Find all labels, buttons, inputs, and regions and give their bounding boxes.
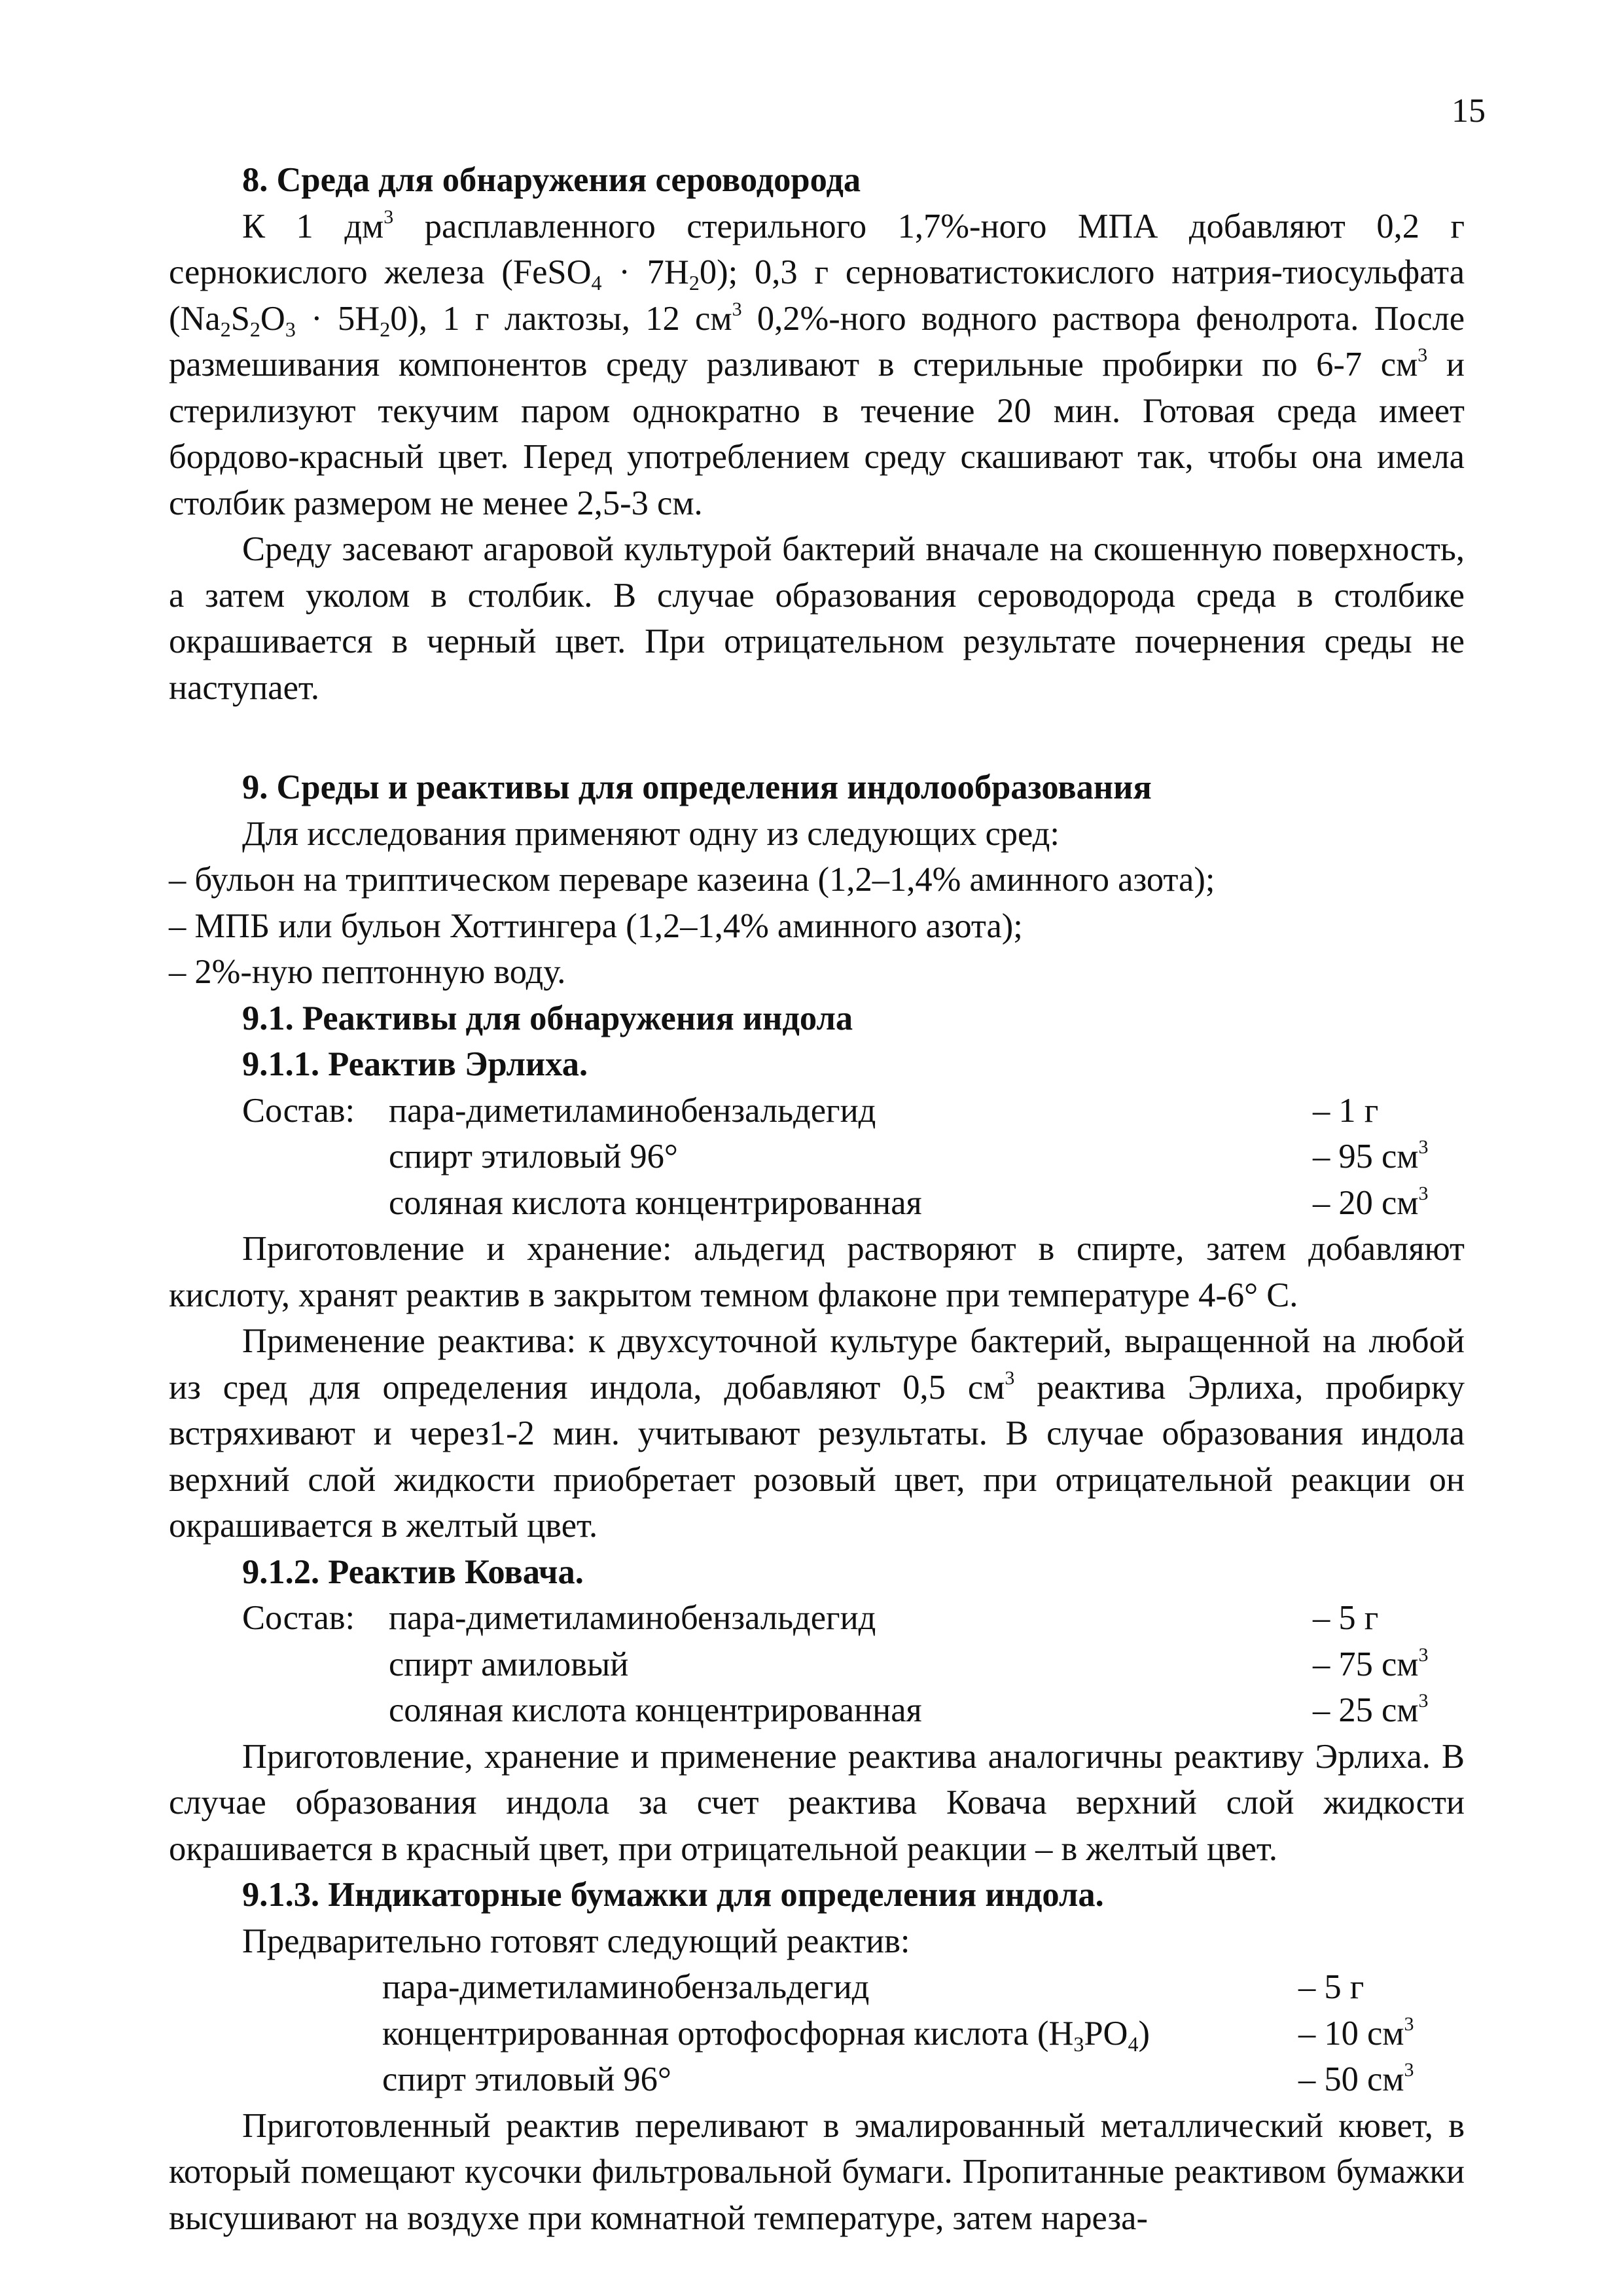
section-8-paragraph-2: Среду засевают агаровой культурой бактерий вначале на скошенную поверхность, а затем уколом в столбик. В случае образования сероводорода среда в столбике окрашивается в черный цвет. При отрицательном результате почернения среды не наступает. — [169, 530, 1465, 707]
ehrlich-row — [169, 1134, 1465, 1180]
ingredient-qty: – 50 $см^3$ — [1298, 2059, 1414, 2098]
ingredient-name: соляная кислота концентрированная — [389, 1691, 922, 1729]
composition-label: Состав: — [242, 1091, 355, 1130]
paper-reagent-row — [169, 2011, 1465, 2057]
ingredient-name: спирт этиловый 96° — [382, 2060, 671, 2098]
ehrlich-row — [169, 1088, 1465, 1134]
kovacs-row — [169, 1641, 1465, 1688]
ingredient-qty: – 5 г — [1313, 1599, 1379, 1637]
ingredient-qty: – 5 г — [1298, 1968, 1364, 2006]
section-9-1-heading: 9.1. Реактивы для обнаружения индола — [242, 999, 853, 1037]
ingredient-name: пара-диметиламинобензальдегид — [389, 1599, 876, 1637]
final-paragraph: Приготовленный реактив переливают в эмалированный металлический кювет, в который помещают кусочки фильтровальной бумаги. Пропитанные реактивом бумажки высушивают на воздухе при комнатной температуре, затем нареза- — [169, 2106, 1465, 2237]
list-item: – бульон на триптическом переваре казеина (1,2–1,4% аминного азота); — [169, 861, 1215, 899]
ingredient-name: соляная кислота концентрированная — [389, 1183, 922, 1222]
ingredient-qty: – 20 $см^3$ — [1313, 1182, 1429, 1222]
ingredient-qty: – 1 г — [1313, 1091, 1379, 1130]
list-item: – МПБ или бульон Хоттингера (1,2–1,4% аминного азота); — [169, 906, 1023, 945]
kovacs-row — [169, 1595, 1465, 1641]
list-item: – 2%-ную пептонную воду. — [169, 953, 566, 991]
ingredient-name: спирт этиловый 96° — [389, 1138, 678, 1175]
ingredient-name: пара-диметиламинобензальдегид — [389, 1091, 876, 1130]
ehrlich-row — [169, 1180, 1465, 1227]
page-number: 15 — [1452, 92, 1486, 130]
composition-label: Состав: — [242, 1599, 355, 1637]
section-9-heading: 9. Среды и реактивы для определения индолообразования — [242, 768, 1152, 806]
ingredient-qty: – 95 $см^3$ — [1313, 1136, 1429, 1175]
section-8-paragraph-1: К 1 $дм^3$ расплавленного стерильного 1,7%-ного МПА добавляют 0,2 г сернокислого железа (FeSO$_4$ · $7H_20$); 0,3 г серноватистокислого натрия-тиосульфата $(Na_2S_2O_3 \cdot 5H_20)$, 1 г лактозы, 12 $см^3$ 0,2%-ного водного раствора фенолрота. После размешивания компонентов среду разливают в стерильные пробирки по 6-7 $см^3$ и стерилизуют текучим паром однократно в течение 20 мин. Готовая среда имеет бордово-красный цвет. Перед употреблением среду скашивают так, чтобы она имела столбик размером не менее 2,5-3 см. — [169, 206, 1465, 522]
ingredient-qty: – 25 $см^3$ — [1313, 1690, 1429, 1729]
section-9-1-1-heading: 9.1.1. Реактив Эрлиха. — [242, 1045, 588, 1083]
paper-reagent-row — [169, 1964, 1465, 2011]
ehrlich-usage: Применение реактива: к двухсуточной культуре бактерий, выращенной на любой из сред для определения индола, добавляют 0,5 $см^3$ реактива Эрлиха, пробирку встряхивают и через1-2 мин. учитывают результаты. В случае образования индола верхний слой жидкости приобретает розовый цвет, при отрицательной реакции он окрашивается в желтый цвет. — [169, 1322, 1465, 1545]
ingredient-name: концентрированная ортофосфорная кислота $(H_3PO_4)$ — [382, 2014, 1150, 2056]
section-9-1-3-heading: 9.1.3. Индикаторные бумажки для определения индола. — [242, 1876, 1104, 1914]
ingredient-name: спирт амиловый — [389, 1645, 629, 1683]
kovacs-preparation: Приготовление, хранение и применение реактива аналогичны реактиву Эрлиха. В случае образования индола за счет реактива Ковача верхний слой жидкости окрашивается в красный цвет, при отрицательной реакции – в желтый цвет. — [169, 1737, 1465, 1868]
section-8-heading: 8. Среда для обнаружения сероводорода — [242, 161, 861, 199]
page-content — [169, 157, 1465, 2241]
ingredient-qty: – 10 $см^3$ — [1298, 2013, 1414, 2053]
ehrlich-preparation: Приготовление и хранение: альдегид растворяют в спирте, затем добавляют кислоту, хранят реактив в закрытом темном флаконе при температуре 4-6° С. — [169, 1230, 1465, 1314]
ingredient-qty: – 75 $см^3$ — [1313, 1643, 1429, 1683]
preliminary-text: Предварительно готовят следующий реактив: — [242, 1922, 910, 1960]
ingredient-name: пара-диметиламинобензальдегид — [382, 1968, 870, 2006]
section-9-1-2-heading: 9.1.2. Реактив Ковача. — [242, 1552, 584, 1591]
paper-reagent-row — [169, 2056, 1465, 2103]
kovacs-row — [169, 1687, 1465, 1734]
section-9-intro: Для исследования применяют одну из следующих сред: — [242, 814, 1060, 853]
